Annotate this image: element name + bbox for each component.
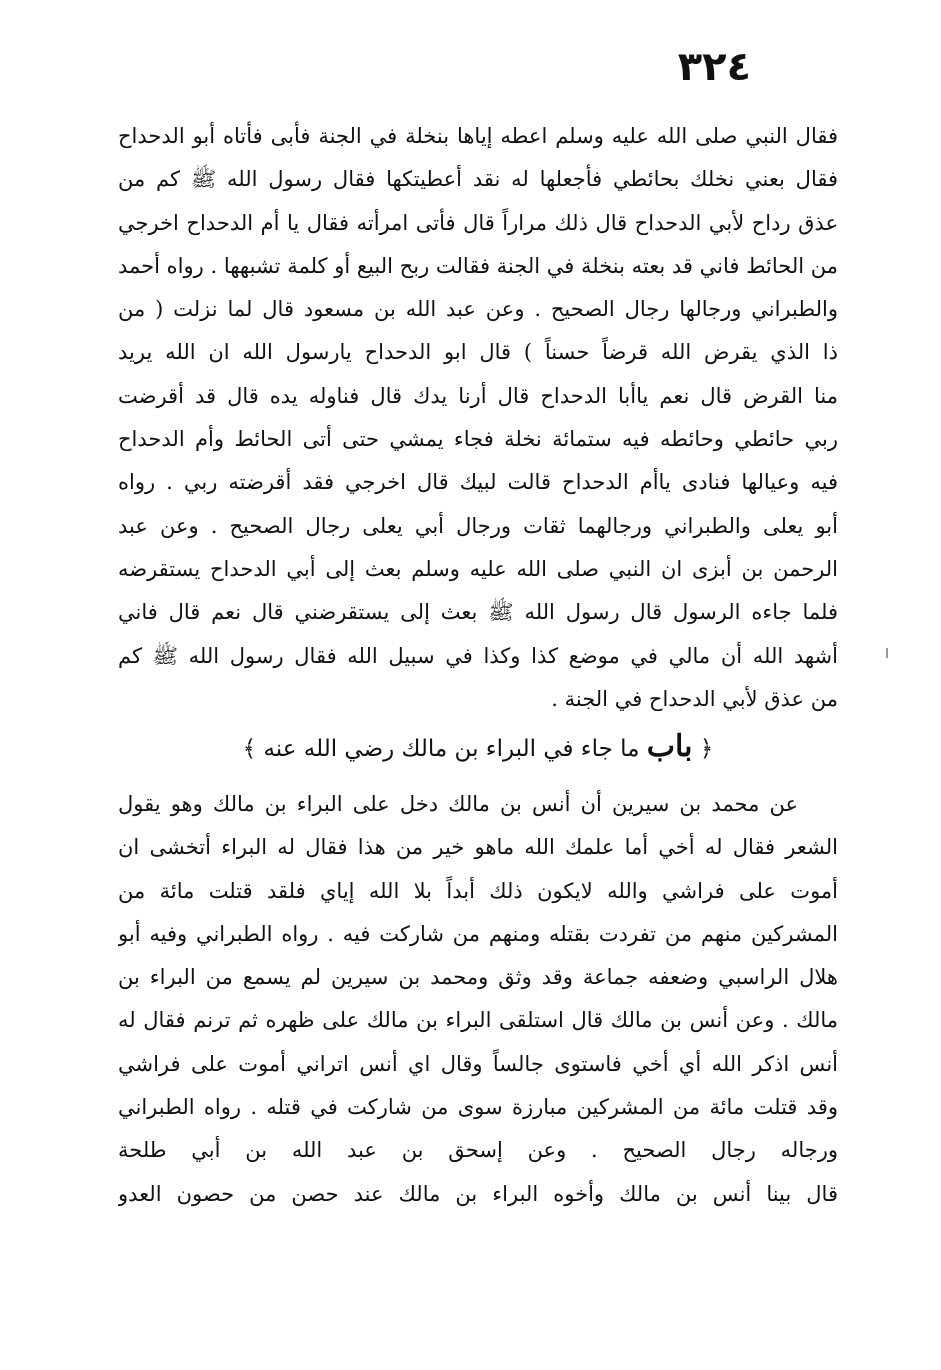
ornament-bracket-open: ﴿ [699,736,714,762]
paragraph-abu-dahdah [118,115,838,721]
text-line: فيه وعيالها فنادى ياأم الدحداح قالت لبيك قال اخرجي فقد أقرضته ربي . رواه [118,470,838,495]
page-number: ٣٢٤ [677,44,751,90]
chapter-title: ما جاء في البراء بن مالك رضي الله عنه [263,736,640,762]
text-line: أنس اذكر الله أي أخي فاستوى جالساً وقال اي أنس اتراني أموت على فراشي [118,1051,838,1076]
text-line: عن محمد بن سيرين أن أنس بن مالك دخل على البراء بن مالك وهو يقول [118,792,798,816]
text-line: ورجاله رجال الصحيح . وعن إسحق بن عبد الله بن أبي طلحة [118,1138,838,1163]
text-line: وقد قتلت مائة من المشركين مبارزة سوى من شاركت في قتله . رواه الطبراني [118,1095,838,1120]
text-line: من عذق لأبي الدحداح في الجنة . [551,686,838,711]
text-line: أشهد الله أن مالي في موضع كذا وكذا في سبيل الله فقال رسول الله ﷺ كم [118,643,838,668]
text-line: أموت على فراشي والله لايكون ذلك أبداً بلا الله إياي فلقد قتلت مائة من [118,878,838,903]
text-line: فقال النبي صلى الله عليه وسلم اعطه إياها بنخلة في الجنة فأبى فأتاه أبو الدحداح [118,124,838,148]
paragraph-al-baraa [118,783,838,1216]
text-line: فقال بعني نخلك بحائطي فأجعلها له نقد أعطيتكها فقال رسول الله ﷺ كم من [118,167,838,192]
ornament-bracket-close: ﴾ [242,736,257,762]
text-line: الشعر فقال له أخي أما علمك الله ماهو خير من هذا فقال له البراء أتخشى ان [118,835,838,860]
text-line: مالك . وعن أنس بن مالك قال استلقى البراء بن مالك على ظهره ثم ترنم فقال له [118,1008,838,1033]
text-line: الرحمن بن أبزى ان النبي صلى الله عليه وسلم بعث إلى أبي الدحداح يستقرضه [118,556,838,581]
text-line: هلال الراسبي وضعفه جماعة وقد وثق ومحمد بن سيرين لم يسمع من البراء بن [118,965,838,990]
text-line: عذق رداح لأبي الدحداح قال ذلك مراراً قال فأتى امرأته فقال يا أم الدحداح اخرجي [118,210,838,235]
text-line: أبو يعلى والطبراني ورجالهما ثقات ورجال أبي يعلى رجال الصحيح . وعن عبد [118,513,838,538]
text-line: والطبراني ورجالها رجال الصحيح . وعن عبد الله بن مسعود قال لما نزلت ( من [118,297,838,322]
chapter-heading [118,722,838,772]
chapter-label: باب [646,729,693,764]
text-line: قال بينا أنس بن مالك وأخوه البراء بن مالك عند حصن من حصون العدو [118,1181,838,1206]
text-line: ذا الذي يقرض الله قرضاً حسناً ) قال ابو الدحداح يارسول الله ان الله يريد [118,340,838,365]
text-line: ربي حائطي وحائطه فيه ستمائة نخلة فجاء يمشي حتى أتى الحائط وأم الدحداح [118,427,838,452]
text-line: من الحائط فاني قد بعته بنخلة في الجنة فقالت ربح البيع أو كلمة تشبهها . رواه أحمد [118,253,838,278]
scan-speck [886,648,888,658]
text-line: فلما جاءه الرسول قال رسول الله ﷺ بعث إلى يستقرضني قال نعم قال فاني [118,600,838,625]
text-line: المشركين منهم من تفردت بقتله ومنهم من شاركت فيه . رواه الطبراني وفيه أبو [118,921,838,946]
text-line: منا القرض قال نعم ياأبا الدحداح قال أرنا يدك قال فناوله يده قال قد أقرضت [118,383,838,408]
